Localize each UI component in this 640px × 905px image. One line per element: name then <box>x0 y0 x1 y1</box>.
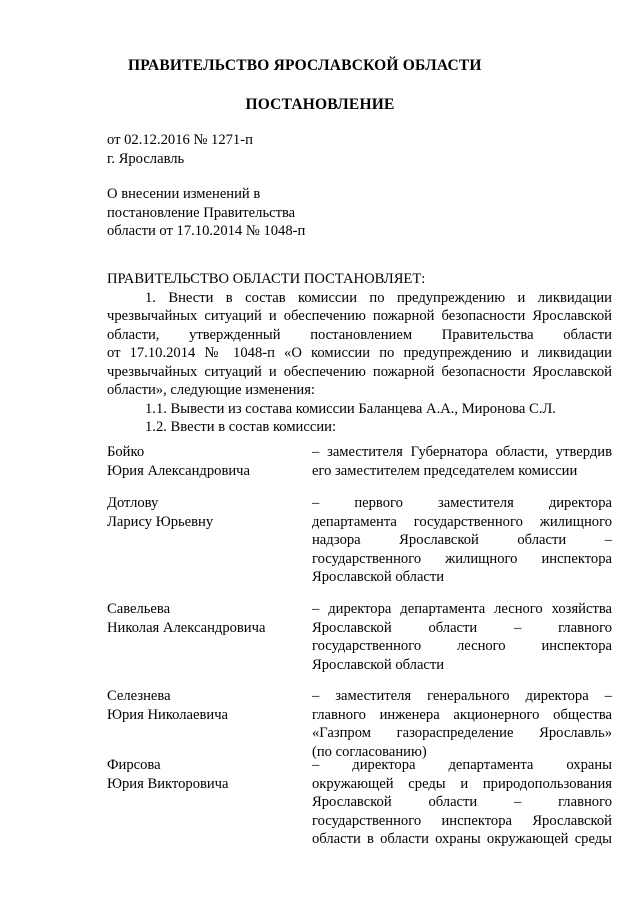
paragraph-1-line: чрезвычайных ситуаций и обеспечению пожарной безопасности Ярославской <box>107 363 612 380</box>
member-role <box>312 494 612 587</box>
member-role-line: Ярославской области <box>312 656 445 673</box>
member-surname: Бойко <box>107 444 145 460</box>
subject-line: области от 17.10.2014 № 1048-п <box>107 223 306 239</box>
member-role-line: «Газпром газораспределение Ярославль» <box>312 725 612 741</box>
member-role-line: – заместителя Губернатора области, утвердив <box>312 444 612 460</box>
member-role <box>312 600 612 674</box>
government-title: ПРАВИТЕЛЬСТВО ЯРОСЛАВСКОЙ ОБЛАСТИ <box>128 57 482 74</box>
member-role-line: – заместителя генерального директора – <box>312 688 612 704</box>
member-role-line: окружающей среды и природопользования <box>312 775 612 792</box>
document-type-title: ПОСТАНОВЛЕНИЕ <box>245 96 395 113</box>
member-role-line: государственного инспектора Ярославской <box>312 812 612 829</box>
member-name <box>107 443 307 480</box>
member-name <box>107 494 307 531</box>
member-role-line: (по согласованию) <box>312 743 427 760</box>
preamble: ПРАВИТЕЛЬСТВО ОБЛАСТИ ПОСТАНОВЛЯЕТ: <box>107 271 426 287</box>
member-given-name: Ларису Юрьевну <box>107 513 214 530</box>
document-subject <box>107 185 612 241</box>
member-role-line: области в области охраны окружающей среды <box>312 831 612 847</box>
member-name <box>107 600 307 637</box>
paragraph-1-line: области», следующие изменения: <box>107 382 315 398</box>
member-given-name: Николая Александровича <box>107 619 266 636</box>
member-role-line: государственного жилищного инспектора <box>312 550 612 567</box>
city: г. Ярославль <box>107 150 185 167</box>
paragraph-1-line: 1. Внести в состав комиссии по предупреждению и ликвидации <box>145 289 612 306</box>
member-surname: Фирсова <box>107 757 161 773</box>
member-given-name: Юрия Николаевича <box>107 706 229 723</box>
date-number: от 02.12.2016 № 1271-п <box>107 132 253 148</box>
member-name <box>107 756 307 793</box>
member-role-line: Ярославской области <box>312 569 445 585</box>
document-body <box>107 270 612 437</box>
subject-line: постановление Правительства <box>107 204 296 221</box>
paragraph-1-line: от 17.10.2014 № 1048-п «О комиссии по предупреждению и ликвидации <box>107 345 612 361</box>
member-role-line: – директора департамента охраны <box>312 757 612 773</box>
member-surname: Селезнева <box>107 688 171 704</box>
member-role <box>312 756 612 849</box>
document-meta <box>107 131 612 168</box>
member-name <box>107 687 307 724</box>
subject-line: О внесении изменений в <box>107 186 261 202</box>
member-role-line: Ярославской области – главного <box>312 794 612 810</box>
member-role-line: надзора Ярославской области – <box>312 532 612 548</box>
member-role-line: его заместителем председателем комиссии <box>312 462 578 479</box>
member-role-line: государственного лесного инспектора <box>312 638 612 654</box>
member-role-line: Ярославской области – главного <box>312 619 612 636</box>
member-role <box>312 687 612 761</box>
paragraph-1-1: 1.1. Вывести из состава комиссии Баланцева А.А., Миронова С.Л. <box>145 400 556 417</box>
member-surname: Дотлову <box>107 495 159 511</box>
member-given-name: Юрия Викторовича <box>107 775 229 792</box>
member-role-line: департамента государственного жилищного <box>312 513 612 530</box>
member-role-line: – директора департамента лесного хозяйства <box>312 601 612 617</box>
member-role <box>312 443 612 480</box>
member-role-line: главного инженера акционерного общества <box>312 706 612 723</box>
member-given-name: Юрия Александровича <box>107 462 250 479</box>
paragraph-1-line: области, утвержденный постановлением Правительства области <box>107 326 612 343</box>
paragraph-1-2: 1.2. Ввести в состав комиссии: <box>145 419 337 435</box>
member-role-line: – первого заместителя директора <box>312 495 612 511</box>
member-surname: Савельева <box>107 601 171 617</box>
paragraph-1-line: чрезвычайных ситуаций и обеспечению пожарной безопасности Ярославской <box>107 308 612 324</box>
